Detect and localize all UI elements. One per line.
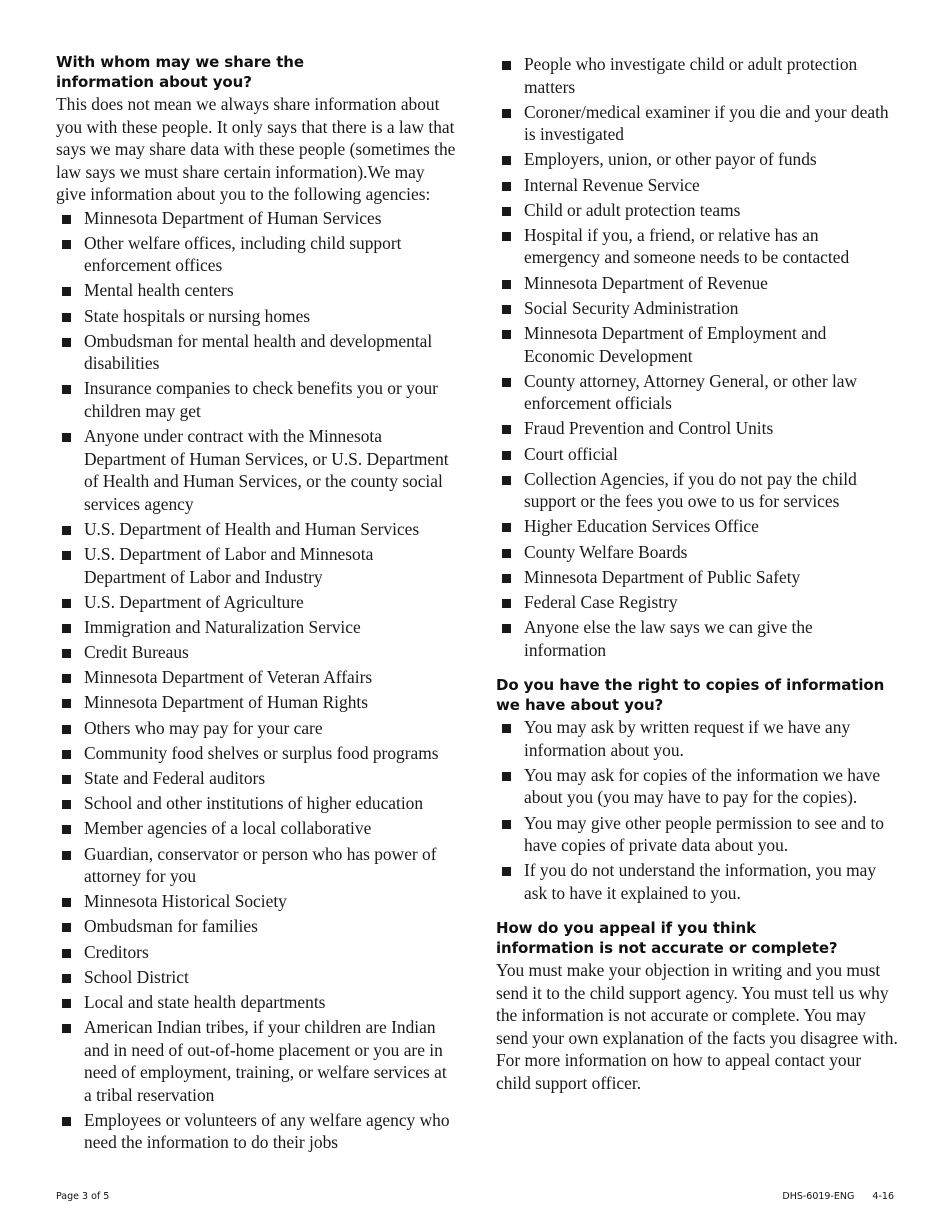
left-column xyxy=(56,52,458,1154)
square-bullet-icon xyxy=(62,624,71,633)
list-item: County Welfare Boards xyxy=(502,541,898,564)
list-item: Employees or volunteers of any welfare agency who need the information to do their jobs xyxy=(62,1109,458,1154)
square-bullet-icon xyxy=(502,820,511,829)
list-item: American Indian tribes, if your children are Indian and in need of out-of-home placement or you are in need of employment, training, or welfare services at a tribal reservation xyxy=(62,1016,458,1106)
section-heading-copies: Do you have the right to copies of information we have about you? xyxy=(496,676,885,715)
square-bullet-icon xyxy=(502,207,511,216)
square-bullet-icon xyxy=(62,851,71,860)
list-item: You may ask by written request if we have any information about you. xyxy=(502,716,898,761)
page-number: Page 3 of 5 xyxy=(56,1191,110,1202)
square-bullet-icon xyxy=(502,772,511,781)
copies-rights-list xyxy=(496,716,898,904)
list-item: Collection Agencies, if you do not pay the child support or the fees you owe to us for services xyxy=(502,468,898,513)
section-heading-appeal: How do you appeal if you think information is not accurate or complete? xyxy=(496,919,838,958)
section-spacer xyxy=(496,661,898,675)
list-item: Minnesota Department of Employment and Economic Development xyxy=(502,322,898,367)
list-item: Anyone else the law says we can give the information xyxy=(502,616,898,661)
list-item: Insurance companies to check benefits you or your children may get xyxy=(62,377,458,422)
square-bullet-icon xyxy=(502,523,511,532)
list-item: People who investigate child or adult protection matters xyxy=(502,53,898,98)
square-bullet-icon xyxy=(502,724,511,733)
square-bullet-icon xyxy=(502,624,511,633)
list-item: You may ask for copies of the information we have about you (you may have to pay for the copies). xyxy=(502,764,898,809)
square-bullet-icon xyxy=(502,451,511,460)
list-item: Member agencies of a local collaborative xyxy=(62,817,458,840)
agency-list-right xyxy=(496,53,898,661)
list-item: Hospital if you, a friend, or relative has an emergency and someone needs to be contacted xyxy=(502,224,898,269)
section-heading-share: With whom may we share the information about you? xyxy=(56,53,304,91)
list-item: Court official xyxy=(502,443,898,466)
square-bullet-icon xyxy=(62,313,71,322)
square-bullet-icon xyxy=(502,549,511,558)
list-item: Anyone under contract with the Minnesota Department of Human Services, or U.S. Department of Health and Human Services, or the county social services agency xyxy=(62,425,458,515)
square-bullet-icon xyxy=(62,338,71,347)
square-bullet-icon xyxy=(62,775,71,784)
list-item: Child or adult protection teams xyxy=(502,199,898,222)
square-bullet-icon xyxy=(62,1117,71,1126)
list-item: Other welfare offices, including child support enforcement offices xyxy=(62,232,458,277)
square-bullet-icon xyxy=(62,433,71,442)
square-bullet-icon xyxy=(502,378,511,387)
list-item: Internal Revenue Service xyxy=(502,174,898,197)
square-bullet-icon xyxy=(62,825,71,834)
list-item: Community food shelves or surplus food programs xyxy=(62,742,458,765)
list-item: U.S. Department of Labor and Minnesota Department of Labor and Industry xyxy=(62,543,458,588)
list-item: U.S. Department of Agriculture xyxy=(62,591,458,614)
list-item: Minnesota Department of Human Services xyxy=(62,207,458,230)
section-spacer xyxy=(496,904,898,918)
list-item: If you do not understand the information, you may ask to have it explained to you. xyxy=(502,859,898,904)
square-bullet-icon xyxy=(62,287,71,296)
square-bullet-icon xyxy=(502,280,511,289)
list-item: Minnesota Department of Revenue xyxy=(502,272,898,295)
square-bullet-icon xyxy=(502,305,511,314)
square-bullet-icon xyxy=(62,699,71,708)
appeal-paragraph: You must make your objection in writing and you must send it to the child support agency. You must tell us why the information is not accurate or complete. You may send your own explanation of the facts you disagree with. For more information on how to appeal contact your child support officer. xyxy=(496,960,898,1093)
list-item: Social Security Administration xyxy=(502,297,898,320)
list-item: Mental health centers xyxy=(62,279,458,302)
list-item: Guardian, conservator or person who has power of attorney for you xyxy=(62,843,458,888)
square-bullet-icon xyxy=(62,898,71,907)
list-item: Immigration and Naturalization Service xyxy=(62,616,458,639)
square-bullet-icon xyxy=(502,574,511,583)
list-item: U.S. Department of Health and Human Services xyxy=(62,518,458,541)
list-item: Higher Education Services Office xyxy=(502,515,898,538)
square-bullet-icon xyxy=(502,182,511,191)
list-item: State hospitals or nursing homes xyxy=(62,305,458,328)
square-bullet-icon xyxy=(62,974,71,983)
square-bullet-icon xyxy=(502,476,511,485)
agency-list-left xyxy=(56,207,458,1154)
square-bullet-icon xyxy=(62,551,71,560)
square-bullet-icon xyxy=(62,1024,71,1033)
list-item: State and Federal auditors xyxy=(62,767,458,790)
square-bullet-icon xyxy=(62,674,71,683)
list-item: Others who may pay for your care xyxy=(62,717,458,740)
list-item: You may give other people permission to see and to have copies of private data about you. xyxy=(502,812,898,857)
square-bullet-icon xyxy=(62,240,71,249)
square-bullet-icon xyxy=(502,61,511,70)
square-bullet-icon xyxy=(62,999,71,1008)
right-column xyxy=(496,52,898,1094)
square-bullet-icon xyxy=(62,526,71,535)
square-bullet-icon xyxy=(62,599,71,608)
list-item: Ombudsman for mental health and developmental disabilities xyxy=(62,330,458,375)
list-item: Credit Bureaus xyxy=(62,641,458,664)
list-item: Local and state health departments xyxy=(62,991,458,1014)
square-bullet-icon xyxy=(502,867,511,876)
list-item: Minnesota Department of Public Safety xyxy=(502,566,898,589)
square-bullet-icon xyxy=(62,725,71,734)
list-item: Employers, union, or other payor of funds xyxy=(502,148,898,171)
list-item: Creditors xyxy=(62,941,458,964)
square-bullet-icon xyxy=(502,109,511,118)
list-item: Fraud Prevention and Control Units xyxy=(502,417,898,440)
square-bullet-icon xyxy=(62,649,71,658)
square-bullet-icon xyxy=(502,156,511,165)
list-item: Minnesota Historical Society xyxy=(62,890,458,913)
list-item: School District xyxy=(62,966,458,989)
list-item: Minnesota Department of Veteran Affairs xyxy=(62,666,458,689)
square-bullet-icon xyxy=(502,232,511,241)
square-bullet-icon xyxy=(62,750,71,759)
square-bullet-icon xyxy=(62,215,71,224)
list-item: Coroner/medical examiner if you die and your death is investigated xyxy=(502,101,898,146)
list-item: County attorney, Attorney General, or other law enforcement officials xyxy=(502,370,898,415)
square-bullet-icon xyxy=(502,425,511,434)
form-id: DHS-6019-ENG 4-16 xyxy=(782,1191,894,1202)
list-item: Ombudsman for families xyxy=(62,915,458,938)
list-item: School and other institutions of higher education xyxy=(62,792,458,815)
square-bullet-icon xyxy=(502,599,511,608)
square-bullet-icon xyxy=(62,800,71,809)
square-bullet-icon xyxy=(502,330,511,339)
share-intro-paragraph: This does not mean we always share information about you with these people. It only says that there is a law that says we may share data with these people (sometimes the law says we must share certain information).We may give information about you to the following agencies: xyxy=(56,94,456,204)
list-item: Minnesota Department of Human Rights xyxy=(62,691,458,714)
square-bullet-icon xyxy=(62,385,71,394)
square-bullet-icon xyxy=(62,949,71,958)
list-item: Federal Case Registry xyxy=(502,591,898,614)
square-bullet-icon xyxy=(62,923,71,932)
